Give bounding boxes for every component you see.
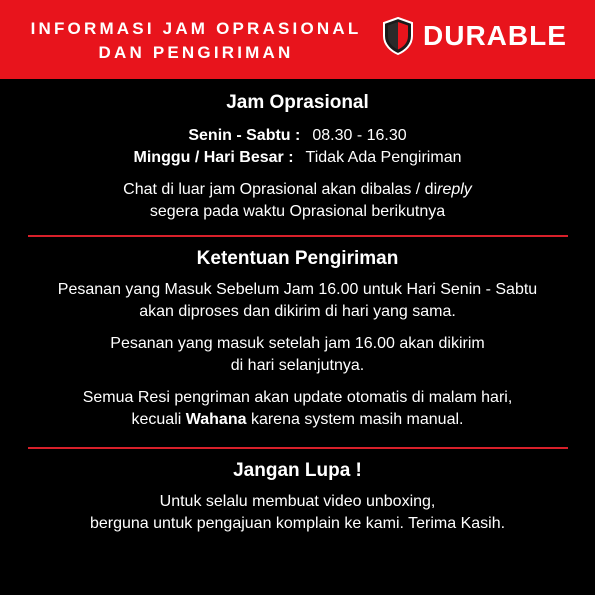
hours-label: Minggu / Hari Besar : [133,149,294,166]
section-title: Ketentuan Pengiriman [196,248,399,269]
shipping-p3-line-1: Semua Resi pengriman akan update otomatis di malam hari, [82,389,513,406]
shipping-p1-line-1: Pesanan yang Masuk Sebelum Jam 16.00 untuk Hari Senin - Sabtu [57,281,538,298]
reminder-line-1: Untuk selalu membuat video unboxing, [159,493,436,510]
hours-value: 08.30 - 16.30 [312,127,407,144]
chat-note-line-2: segera pada waktu Oprasional berikutnya [149,203,446,220]
chat-note-line-1 [0,179,595,201]
shield-icon [383,17,413,55]
shipping-p2-line-1: Pesanan yang masuk setelah jam 16.00 akan dikirim [110,335,485,352]
reminder-line-2: berguna untuk pengajuan komplain ke kami. Terima Kasih. [89,515,506,532]
section-reminder [0,449,595,535]
section-title: Jam Oprasional [226,92,369,113]
header-title-line-1: INFORMASI JAM OPRASIONAL [30,18,362,38]
section-title: Jangan Lupa ! [233,460,362,481]
brand-logo [383,17,567,55]
hours-label: Senin - Sabtu : [188,127,301,144]
shipping-p2-line-2: di hari selanjutnya. [230,357,365,374]
shipping-p1-line-2: akan diproses dan dikirim di hari yang sama. [139,303,456,320]
courier-name: Wahana [185,411,247,428]
hours-row-weekdays [0,125,595,147]
shipping-p3-text: karena system masih manual. [246,411,464,428]
hours-row-holidays [0,147,595,169]
shipping-p3-line-2 [0,409,595,431]
header-title [0,15,392,65]
brand-name: DURABLE [423,20,567,51]
shipping-p3-text: kecuali [131,411,186,428]
section-operating-hours [0,79,595,223]
header-title-line-2: DAN PENGIRIMAN [98,42,294,62]
chat-note-text: Chat di luar jam Oprasional akan dibalas / di [123,181,438,198]
hours-value: Tidak Ada Pengiriman [305,149,462,166]
header-banner [0,0,595,79]
section-shipping-terms [0,237,595,431]
chat-note-reply: reply [437,181,472,198]
